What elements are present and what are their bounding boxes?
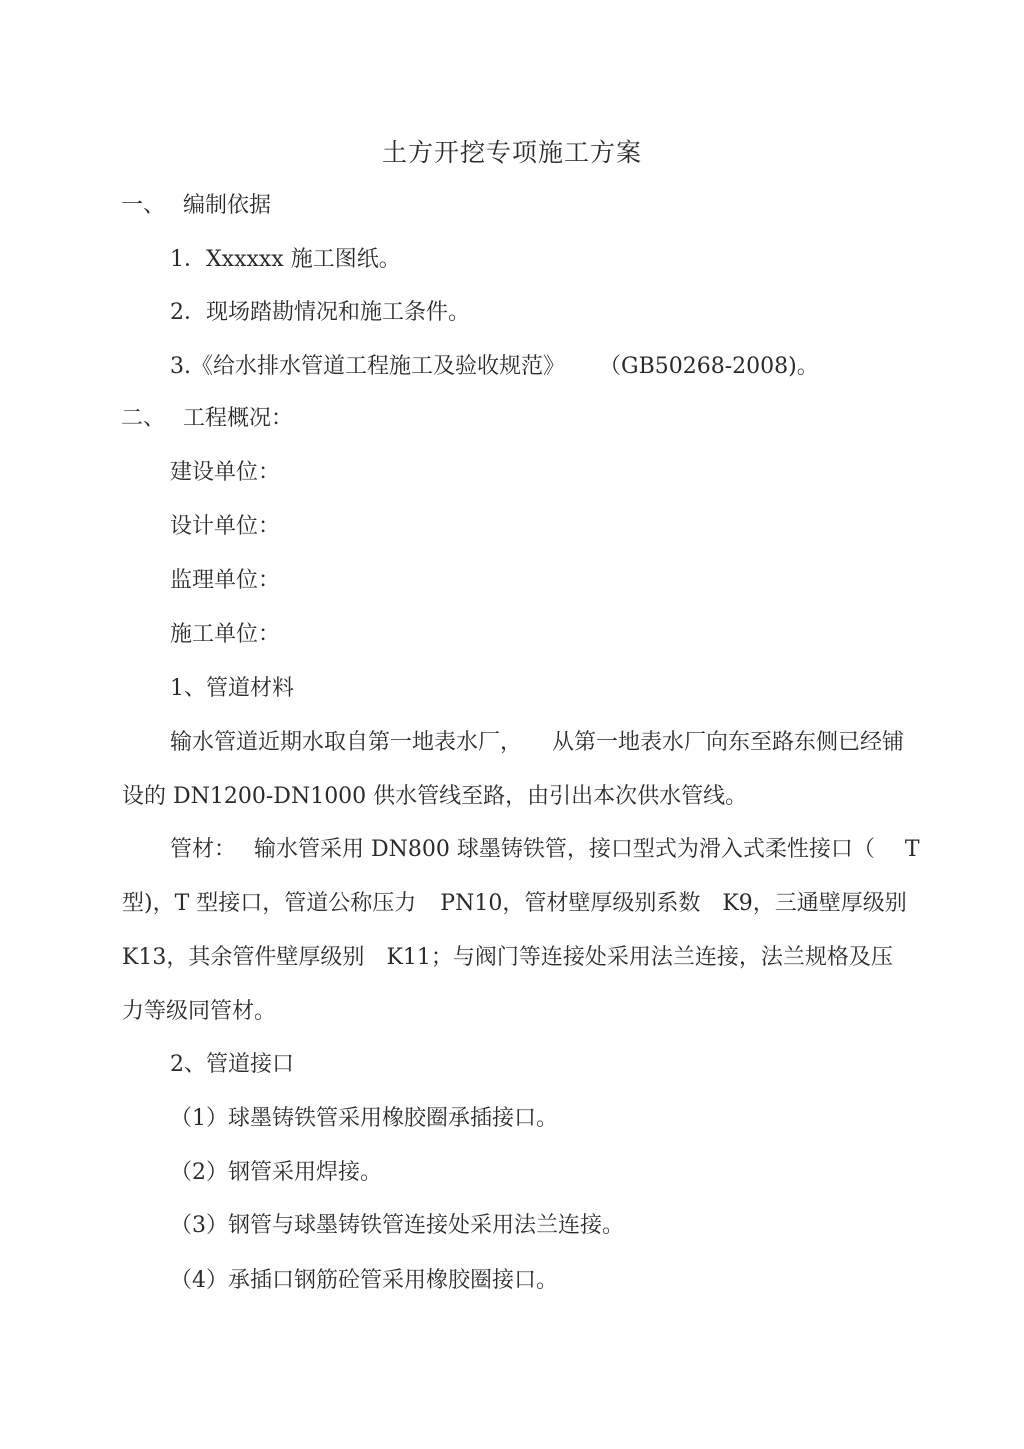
unit-field: 建设单位： (170, 460, 281, 485)
text-span: PN10，管材壁厚级别系数 (440, 891, 701, 916)
section-marker: 一、 (121, 193, 166, 218)
subsection-heading: 1、管道材料 (170, 676, 294, 701)
section-heading-2 (121, 404, 293, 434)
unit-field: 监理单位： (170, 568, 281, 593)
text-span: K9，三通壁厚级别 (722, 891, 907, 916)
standard-code: （GB50268-2008)。 (599, 354, 819, 379)
text-span: 型)，T 型接口，管道公称压力 (122, 891, 417, 916)
text-span: T (904, 837, 920, 862)
text-span: 输水管道近期水取自第一地表水厂， (170, 730, 523, 755)
paragraph-line: 力等级同管材。 (122, 999, 277, 1024)
text-span: 输水管采用 DN800 球墨铸铁管，接口型式为滑入式柔性接口（ (254, 837, 875, 862)
subsection-heading: 2、管道接口 (170, 1052, 294, 1077)
list-item: 2．现场踏勘情况和施工条件。 (170, 300, 470, 325)
list-item: （1）球墨铸铁管采用橡胶圈承插接口。 (170, 1106, 558, 1131)
section-title: 编制依据 (183, 193, 272, 218)
section-title: 工程概况： (183, 406, 294, 431)
unit-field: 施工单位： (170, 622, 281, 647)
document-title: 土方开挖专项施工方案 (381, 138, 642, 167)
paragraph-line: 设的 DN1200-DN1000 供水管线至路，由引出本次供水管线。 (122, 784, 748, 809)
paragraph-line (122, 943, 893, 973)
list-item: （3）钢管与球墨铸铁管连接处采用法兰连接。 (170, 1213, 624, 1238)
unit-field: 设计单位： (170, 514, 281, 539)
list-item (170, 352, 819, 382)
section-heading-1 (121, 191, 271, 221)
paragraph-line (170, 835, 920, 865)
text-span: 从第一地表水厂向东至路东侧已经铺 (552, 730, 905, 755)
list-item: 1．Xxxxxx 施工图纸。 (170, 247, 401, 272)
paragraph-line (122, 889, 907, 919)
text-span: 管材： (170, 837, 237, 862)
section-marker: 二、 (121, 406, 166, 431)
standard-name: 3.《给水排水管道工程施工及验收规范》 (170, 354, 565, 379)
paragraph-line (170, 728, 904, 758)
list-item: （2）钢管采用焊接。 (170, 1160, 382, 1185)
text-span: K13，其余管件壁厚级别 (122, 945, 365, 970)
list-item: （4）承插口钢筋砼管采用橡胶圈接口。 (170, 1268, 558, 1293)
text-span: K11；与阀门等连接处采用法兰连接，法兰规格及压 (386, 945, 893, 970)
